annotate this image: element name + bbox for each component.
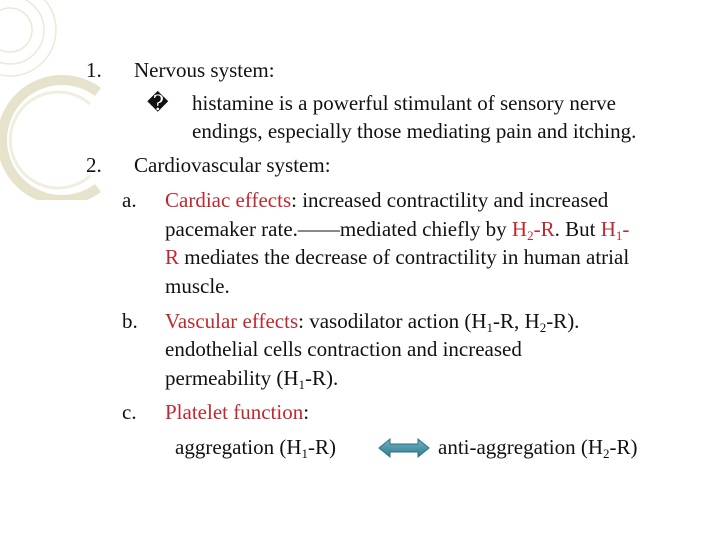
item-1-text-line-2: endings, especially those mediating pain and itching. [192, 119, 637, 143]
sub-item-b-line-2: endothelial cells contraction and increased [165, 337, 522, 361]
item-2-heading: Cardiovascular system: [134, 153, 331, 177]
double-arrow-icon [378, 437, 430, 459]
sub-item-a-letter: a. [122, 188, 137, 212]
aggregation-label: aggregation $(H_1-R)$ [175, 435, 337, 461]
sub-item-b-letter: b. [122, 309, 138, 333]
sub-item-c-heading: Platelet function: [165, 400, 310, 424]
h1-receptor-label: $H_1-$ [600, 217, 630, 243]
sub-item-a-line-2: pacemaker rate.——mediated chiefly by $H_2-R$. But $H_1-$ [165, 217, 630, 243]
item-1-heading: Nervous system: [134, 58, 275, 82]
cardiac-effects-term: Cardiac effects [165, 188, 292, 212]
sub-item-b-line-3: permeability $(H_1-R)$. [165, 366, 339, 392]
sub-item-c-letter: c. [122, 400, 137, 424]
h2-receptor-label: $H_2-R$ [511, 217, 555, 243]
item-2-number: 2. [86, 153, 102, 177]
sub-item-a-line-1: Cardiac effects: increased contractility and increased [165, 188, 609, 212]
decorative-rings-graphic [0, 0, 120, 200]
item-1-number: 1. [86, 58, 102, 82]
sub-item-a-line-3: R mediates the decrease of contractility in human atrial [165, 245, 630, 269]
item-1-text-line-1: histamine is a powerful stimulant of sensory nerve [192, 91, 616, 115]
anti-aggregation-label: anti-aggregation $(H_2-R)$ [438, 435, 638, 461]
vascular-effects-term: Vascular effects [165, 309, 299, 333]
bullet-icon: � [147, 91, 169, 115]
sub-item-a-line-4: muscle. [165, 274, 230, 298]
sub-item-b-line-1: Vascular effects: vasodilator action ($H_1-R$, $H_2-R$). [165, 309, 580, 335]
platelet-function-term: Platelet function [165, 400, 304, 424]
